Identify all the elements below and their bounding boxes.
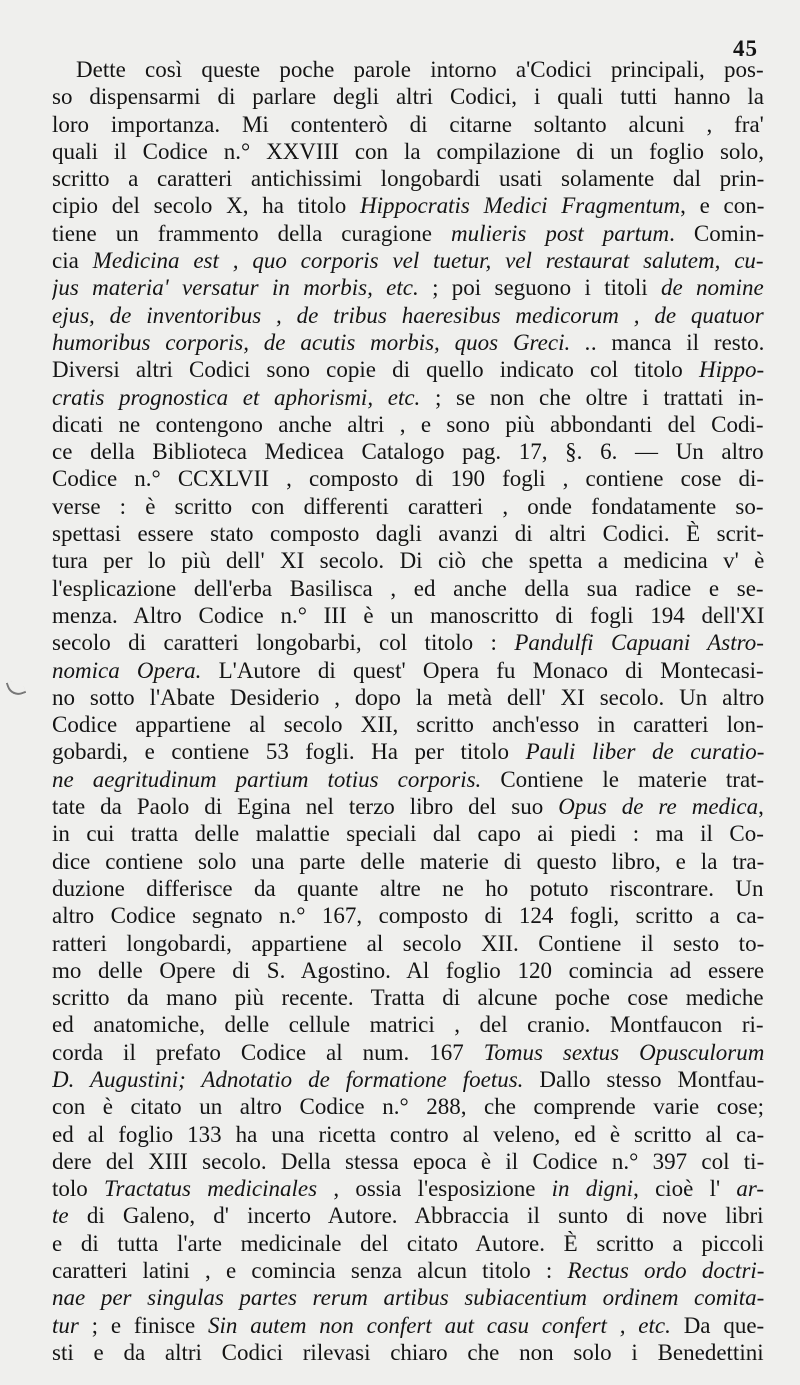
text-segment: in cui tratta delle malattie speciali dal capo ai piedi : ma il Co- — [52, 821, 764, 847]
text-line — [52, 384, 764, 411]
text-segment: scritto da mano più recente. Tratta di alcune poche cose mediche — [52, 985, 764, 1011]
text-segment: dicati ne contengono anche altri , e sono più abbondanti del Codi- — [52, 411, 764, 437]
text-segment: tura per lo più dell' XI secolo. Di ciò che spetta a medicina v' è — [52, 548, 764, 574]
text-segment: menza. Altro Codice n.° III è un manoscritto di fogli 194 dell'XI — [52, 602, 764, 628]
italic-text-segment: te — [52, 1203, 69, 1229]
text-line — [52, 411, 764, 438]
italic-text-segment: Rectus ordo doctri- — [567, 1258, 764, 1284]
text-line — [52, 629, 764, 656]
italic-text-segment: Pandulfi Capuani Astro- — [514, 630, 764, 656]
italic-text-segment: Medicina est , quo corporis vel tuetur, vel restaurat salutem, cu- — [92, 248, 764, 274]
text-segment: ratteri longobardi, appartiene al secolo XII. Contiene il sesto to- — [52, 930, 764, 956]
text-segment: l'esplicazione dell'erba Basilisca , ed anche della sua radice e se- — [52, 575, 764, 601]
text-segment: ed anatomiche, delle cellule matrici , del cranio. Montfaucon ri- — [52, 1012, 764, 1038]
text-line — [52, 1066, 764, 1093]
italic-text-segment: ejus, de inventoribus , de tribus haeresibus medicorum , de quatuor — [52, 302, 764, 328]
text-line — [52, 1148, 764, 1175]
text-line — [52, 1039, 764, 1066]
text-segment: no sotto l'Abate Desiderio , dopo la metà dell' XI secolo. Un altro — [52, 684, 764, 710]
text-line — [52, 820, 764, 847]
text-line — [52, 1011, 764, 1038]
body-text — [52, 56, 764, 1366]
italic-text-segment: Hippocratis Medici Fragmentum — [359, 193, 681, 219]
italic-text-segment: cratis prognostica et aphorismi, etc. — [52, 384, 421, 410]
text-segment: corda il prefato Codice al num. 167 — [52, 1039, 484, 1065]
text-segment: e di tutta l'arte medicinale del citato Autore. È scritto a piccoli — [52, 1230, 764, 1256]
text-line — [52, 220, 764, 247]
text-segment: con è citato un altro Codice n.° 288, che comprende varie cose; — [52, 1094, 764, 1120]
italic-text-segment: ne aegritudinum partium totius corporis. — [52, 766, 482, 792]
text-segment: tolo — [52, 1176, 105, 1202]
text-line — [52, 83, 764, 110]
italic-text-segment: nae per singulas partes rerum artibus subiacentium ordinem comita- — [52, 1285, 764, 1311]
text-line — [52, 1121, 764, 1148]
margin-pencil-mark — [6, 678, 27, 699]
page-number: 45 — [733, 36, 758, 61]
text-line — [52, 1175, 764, 1202]
text-segment: verse : è scritto con differenti caratteri , onde fondatamente so- — [52, 493, 764, 519]
text-segment: loro importanza. Mi contenterò di citarne soltanto alcuni , fra' — [52, 111, 764, 137]
text-segment: duzione differisce da quante altre ne ho potuto riscontrare. Un — [52, 875, 764, 901]
text-segment: spettasi essere stato composto dagli avanzi di altri Codici. È scrit- — [52, 521, 764, 547]
text-segment: Diversi altri Codici sono copie di quello indicato col titolo — [52, 357, 699, 383]
text-line — [52, 111, 764, 138]
italic-text-segment: jus materia' versatur in morbis, etc. — [52, 275, 419, 301]
text-line — [52, 711, 764, 738]
text-segment: dice contiene solo una parte delle materie di questo libro, e la tra- — [52, 848, 764, 874]
text-line — [52, 247, 764, 274]
italic-text-segment: Opus de re medica — [558, 794, 759, 820]
text-line — [52, 547, 764, 574]
italic-text-segment: humoribus corporis, de acutis morbis, quos Greci. . — [52, 329, 591, 355]
text-line — [52, 302, 764, 329]
text-segment: sti e da altri Codici rilevasi chiaro che non solo i Benedettini — [52, 1339, 764, 1365]
italic-text-segment: Pauli liber de curatio- — [525, 739, 764, 765]
italic-text-segment: in digni — [551, 1176, 634, 1202]
italic-text-segment: Tractatus medicinales — [104, 1176, 318, 1202]
text-segment: ed al foglio 133 ha una ricetta contro al veleno, ed è scritto al ca- — [52, 1121, 764, 1147]
text-segment: Contiene le materie trat- — [481, 766, 764, 792]
text-segment: scritto a caratteri antichissimi longobardi usati solamente dal prin- — [52, 166, 764, 192]
text-segment: . manca il resto. — [590, 329, 764, 355]
text-line — [52, 684, 764, 711]
text-line — [52, 1284, 764, 1311]
text-line — [52, 738, 764, 765]
text-segment: mo delle Opere di S. Agostino. Al foglio 120 comincia ad essere — [52, 957, 764, 983]
italic-text-segment: Sin autem non confert aut casu confert , etc. — [208, 1312, 671, 1338]
text-segment: , e con- — [680, 193, 764, 219]
text-segment: , ossia l'esposizione — [317, 1176, 552, 1202]
text-segment: cipio del secolo X, ha titolo — [52, 193, 360, 219]
text-segment: altro Codice segnato n.° 167, composto di 124 fogli, scritto a ca- — [52, 903, 764, 929]
text-segment: L'Autore di quest' Opera fu Monaco di Montecasi- — [201, 657, 764, 683]
text-segment: ; poi seguono i titoli — [418, 275, 662, 301]
text-line — [52, 657, 764, 684]
text-segment: quali il Codice n.° XXVIII con la compilazione di un foglio solo, — [52, 138, 764, 164]
text-segment: Codice n.° CCXLVII , composto di 190 fogli , contiene cose di- — [52, 466, 764, 492]
text-segment: ce della Biblioteca Medicea Catalogo pag. 17, §. 6. — Un altro — [52, 439, 764, 465]
italic-text-segment: ar- — [736, 1176, 764, 1202]
italic-text-segment: Hippo- — [698, 357, 764, 383]
text-segment: tiene un frammento della curagione — [52, 220, 451, 246]
text-segment: dere del XIII secolo. Della stessa epoca è il Codice n.° 397 col ti- — [52, 1148, 764, 1174]
text-segment: gobardi, e contiene 53 fogli. Ha per titolo — [52, 739, 526, 765]
text-line — [52, 930, 764, 957]
text-segment: ; e finisce — [78, 1312, 209, 1338]
text-line — [52, 192, 764, 219]
text-line — [52, 56, 764, 83]
text-line — [52, 602, 764, 629]
text-segment: Codice appartiene al secolo XII, scritto anch'esso in caratteri lon- — [52, 712, 764, 738]
text-line — [52, 438, 764, 465]
text-line — [52, 329, 764, 356]
text-segment: Da que- — [670, 1312, 764, 1338]
text-line — [52, 957, 764, 984]
text-line — [52, 902, 764, 929]
text-line — [52, 793, 764, 820]
text-segment: di Galeno, d' incerto Autore. Abbraccia il sunto di nove libri — [68, 1203, 764, 1229]
text-line — [52, 1312, 764, 1339]
text-line — [52, 848, 764, 875]
text-line — [52, 1257, 764, 1284]
text-segment: secolo di caratteri longobarbi, col titolo : — [52, 630, 515, 656]
text-segment: caratteri latini , e comincia senza alcun titolo : — [52, 1258, 568, 1284]
text-line — [52, 1093, 764, 1120]
text-line — [52, 165, 764, 192]
text-line — [52, 520, 764, 547]
text-segment: cia — [52, 248, 93, 274]
text-segment: . Comin- — [669, 220, 764, 246]
text-segment: Dette così queste poche parole intorno a'Codici principali, pos- — [76, 57, 764, 82]
text-line — [52, 766, 764, 793]
text-segment: tate da Paolo di Egina nel terzo libro del suo — [52, 794, 559, 820]
text-line — [52, 1202, 764, 1229]
italic-text-segment: Tomus sextus Opusculorum — [483, 1039, 764, 1065]
text-line — [52, 1339, 764, 1366]
text-segment: ; se non che oltre i trattati in- — [420, 384, 764, 410]
text-line — [52, 465, 764, 492]
text-segment: so dispensarmi di parlare degli altri Codici, i quali tutti hanno la — [52, 84, 764, 110]
italic-text-segment: tur — [52, 1312, 79, 1338]
italic-text-segment: nomica Opera. — [52, 657, 202, 683]
text-line — [52, 875, 764, 902]
italic-text-segment: D. Augustini; Adnotatio de formatione foetus. — [52, 1066, 524, 1092]
text-line — [52, 356, 764, 383]
italic-text-segment: mulieris post partum — [450, 220, 670, 246]
text-segment: Dallo stesso Montfau- — [523, 1066, 764, 1092]
italic-text-segment: de nomine — [661, 275, 764, 301]
text-line — [52, 493, 764, 520]
text-line — [52, 1230, 764, 1257]
text-line — [52, 138, 764, 165]
text-segment: , — [758, 794, 764, 820]
text-line — [52, 984, 764, 1011]
text-line — [52, 575, 764, 602]
text-line — [52, 274, 764, 301]
text-segment: , cioè l' — [633, 1176, 737, 1202]
